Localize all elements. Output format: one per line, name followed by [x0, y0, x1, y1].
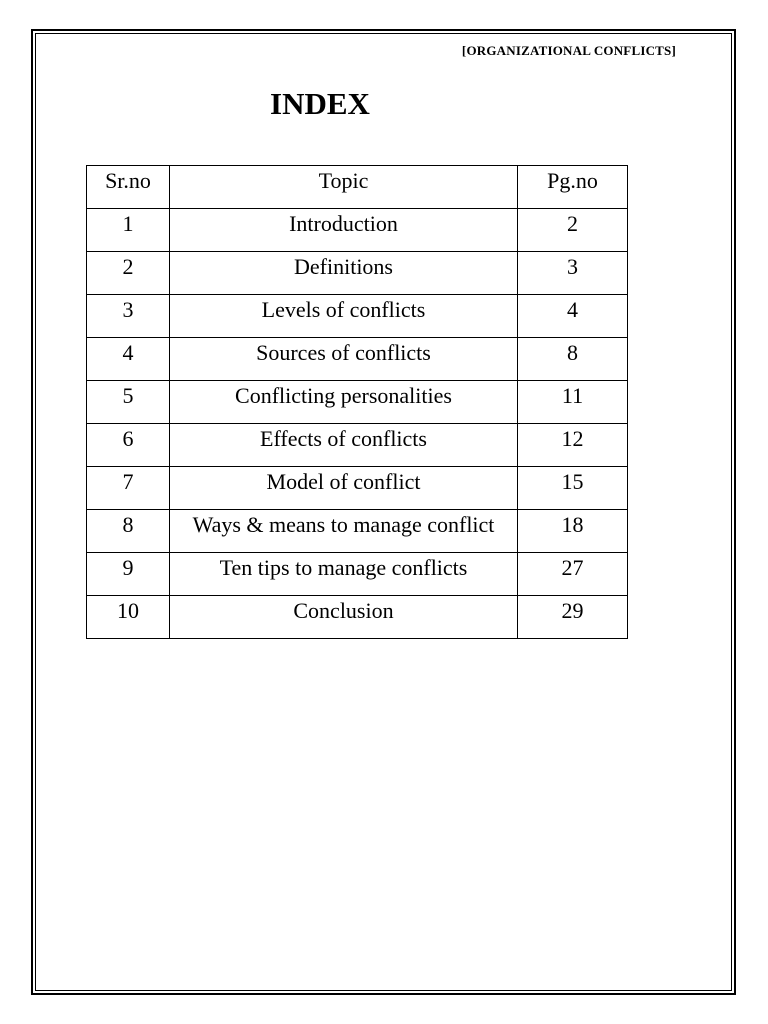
row-topic: Ten tips to manage conflicts: [170, 553, 518, 596]
row-topic: Conclusion: [170, 596, 518, 639]
row-topic: Sources of conflicts: [170, 338, 518, 381]
row-sr-no: 9: [87, 553, 170, 596]
table-row: [87, 510, 628, 553]
row-page-number: 29: [518, 596, 628, 639]
row-sr-no: 2: [87, 252, 170, 295]
row-topic: Definitions: [170, 252, 518, 295]
header-sr-no: Sr.no: [87, 166, 170, 209]
row-topic: Introduction: [170, 209, 518, 252]
table-row: [87, 553, 628, 596]
row-page-number: 3: [518, 252, 628, 295]
index-table: [86, 165, 628, 639]
document-header-tag: [ORGANIZATIONAL CONFLICTS]: [461, 43, 676, 58]
row-sr-no: 5: [87, 381, 170, 424]
row-topic: Conflicting personalities: [170, 381, 518, 424]
row-sr-no: 6: [87, 424, 170, 467]
header-topic: Topic: [170, 166, 518, 209]
table-row: [87, 209, 628, 252]
table-row: [87, 295, 628, 338]
row-sr-no: 7: [87, 467, 170, 510]
row-sr-no: 8: [87, 510, 170, 553]
row-topic: Levels of conflicts: [170, 295, 518, 338]
table-row: [87, 596, 628, 639]
row-page-number: 8: [518, 338, 628, 381]
table-header-row: [87, 166, 628, 209]
table-row: [87, 252, 628, 295]
row-page-number: 2: [518, 209, 628, 252]
row-page-number: 12: [518, 424, 628, 467]
row-page-number: 18: [518, 510, 628, 553]
table-row: [87, 381, 628, 424]
table-row: [87, 338, 628, 381]
row-topic: Effects of conflicts: [170, 424, 518, 467]
table-row: [87, 424, 628, 467]
row-sr-no: 1: [87, 209, 170, 252]
header-pg-no: Pg.no: [518, 166, 628, 209]
row-page-number: 11: [518, 381, 628, 424]
table-row: [87, 467, 628, 510]
row-topic: Model of conflict: [170, 467, 518, 510]
row-sr-no: 3: [87, 295, 170, 338]
row-page-number: 27: [518, 553, 628, 596]
row-page-number: 15: [518, 467, 628, 510]
row-sr-no: 10: [87, 596, 170, 639]
row-topic: Ways & means to manage conflict: [170, 510, 518, 553]
row-page-number: 4: [518, 295, 628, 338]
page-title: INDEX: [270, 86, 370, 121]
row-sr-no: 4: [87, 338, 170, 381]
